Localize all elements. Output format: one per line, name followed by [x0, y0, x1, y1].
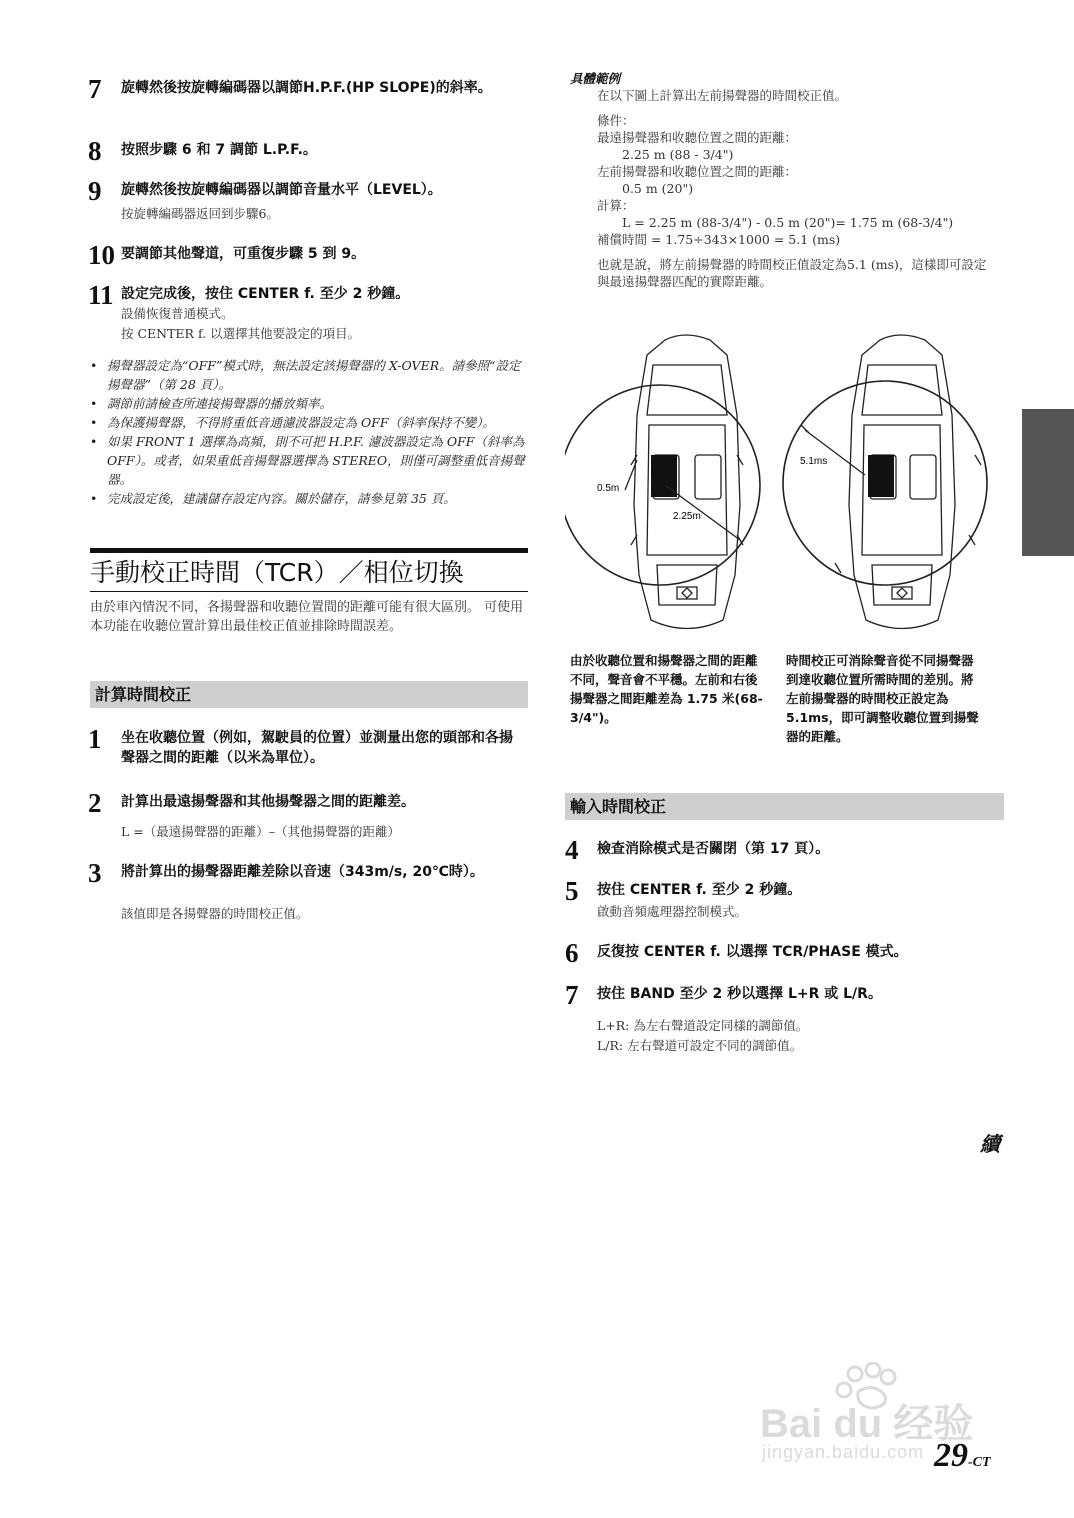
example-line: 左前揚聲器和收聽位置之間的距離： — [597, 164, 798, 179]
caption-left: 由於收聽位置和揚聲器之間的距離不同，聲音會不平穩。左前和右後揚聲器之間距離差為 1.75 米(68-3/4")。 — [570, 653, 763, 725]
section-side-tab — [1022, 409, 1074, 556]
listener-seat-right — [868, 455, 894, 497]
step-title: 坐在收聽位置（例如，駕駛員的位置）並測量出您的頭部和各揚聲器之間的距離（以米為單位）。 — [121, 730, 513, 766]
example-line: 條件： — [597, 113, 635, 128]
step-number: 6 — [565, 938, 579, 968]
step-number: 5 — [565, 876, 579, 906]
step-title: 要調節其他聲道，可重復步驟 5 到 9。 — [121, 246, 366, 262]
corrected-distance-line — [805, 430, 865, 475]
step-number: 11 — [88, 280, 114, 310]
step-11 — [88, 280, 528, 350]
example-block — [570, 70, 1000, 290]
step-title: 按住 CENTER f. 至少 2 秒鐘。 — [597, 882, 802, 898]
step-formula: L =（最遠揚聲器的距離）–（其他揚聲器的距離） — [121, 824, 400, 839]
example-line: 2.25 m (88 - 3/4") — [622, 147, 734, 162]
input-heading: 輸入時間校正 — [565, 793, 1004, 820]
step-9 — [88, 176, 528, 226]
calc-step-3 — [88, 858, 528, 922]
note-item: • 為保護揚聲器，不得將重低音通濾波器設定為 OFF（斜率保持不變）。 — [90, 413, 530, 432]
note-item: • 調節前請檢查所連接揚聲器的播放頻率。 — [90, 394, 530, 413]
step-note: L/R: 左右聲道可設定不同的調節值。 — [597, 1038, 803, 1053]
step-note: 按 CENTER f. 以選擇其他要設定的項目。 — [121, 326, 361, 341]
page-number-value: 29 — [934, 1437, 968, 1474]
step-number: 3 — [88, 858, 102, 888]
input-step-5 — [565, 876, 1005, 926]
step-number: 9 — [88, 176, 102, 206]
continued-mark: 續 — [980, 1132, 1000, 1156]
watermark-text: Bai du 经验 — [760, 1402, 974, 1446]
calc-step-1 — [88, 724, 528, 774]
step-8 — [88, 136, 528, 166]
step-number: 7 — [88, 74, 102, 104]
step-note: 該值即是各揚聲器的時間校正值。 — [121, 906, 309, 921]
caption-right: 時間校正可消除聲音從不同揚聲器到達收聽位置所需時間的差別。將左前揚聲器的時間校正設定為 5.1ms，即可調整收聽位置到揚聲器的距離。 — [786, 653, 979, 744]
step-number: 2 — [88, 788, 102, 818]
step-title: 將計算出的揚聲器距離差除以音速（343m/s, 20℃時）。 — [121, 864, 484, 880]
notes-list — [90, 356, 530, 508]
step-number: 8 — [88, 136, 102, 166]
step-note: 設備恢復普通模式。 — [121, 306, 234, 321]
example-line: 補償時間 = 1.75÷343×1000 = 5.1 (ms) — [597, 232, 841, 247]
example-line: 0.5 m (20") — [622, 181, 694, 196]
label-far-distance: 2.25m — [673, 511, 701, 522]
step-number: 4 — [565, 835, 579, 865]
step-title: 檢查消除模式是否關閉（第 17 頁）。 — [597, 841, 830, 857]
example-line: 計算： — [597, 198, 635, 213]
page-number-suffix: -CT — [968, 1455, 991, 1470]
note-item: • 如果 FRONT 1 選擇為高頻，則不可把 H.P.F. 濾波器設定為 OFF（斜率為 OFF）。或者，如果重低音揚聲器選擇為 STEREO，則僅可調整重低音揚聲器。 — [90, 432, 530, 489]
input-step-6 — [565, 938, 1005, 968]
label-time-correction: 5.1ms — [800, 456, 828, 467]
step-10 — [88, 240, 528, 270]
calc-step-2 — [88, 788, 528, 838]
note-item: • 揚聲器設定為“OFF”模式時，無法設定該揚聲器的 X-OVER。請參照“設定揚聲器”（第 28 頁）。 — [90, 356, 530, 394]
speaker-diagram — [565, 325, 1005, 645]
step-7 — [88, 74, 528, 124]
example-line: 也就是說，將左前揚聲器的時間校正值設定為5.1 (ms)，這樣即可設定與最遠揚聲器匹配的實際距離。 — [597, 257, 987, 289]
page-number — [934, 1436, 991, 1483]
input-step-4 — [565, 835, 1005, 865]
step-title: 反復按 CENTER f. 以選擇 TCR/PHASE 模式。 — [597, 944, 908, 960]
step-title: 按住 BAND 至少 2 秒以選擇 L+R 或 L/R。 — [597, 986, 882, 1002]
step-title: 旋轉然後按旋轉編碼器以調節音量水平（LEVEL）。 — [121, 182, 442, 198]
step-title: 計算出最遠揚聲器和其他揚聲器之間的距離差。 — [121, 794, 415, 810]
note-item: • 完成設定後，建議儲存設定內容。關於儲存，請參見第 35 頁。 — [90, 489, 530, 508]
step-number: 10 — [88, 240, 115, 270]
step-title: 設定完成後，按住 CENTER f. 至少 2 秒鐘。 — [121, 286, 410, 302]
label-near-distance: 0.5m — [597, 483, 620, 494]
step-note: 啟動音頻處理器控制模式。 — [597, 904, 748, 919]
step-note: 按旋轉編碼器返回到步驟6。 — [121, 206, 279, 221]
section-intro: 由於車內情況不同，各揚聲器和收聽位置間的距離可能有很大區別。 可使用本功能在收聽位置計算出最佳校正值並排除時間誤差。 — [90, 600, 524, 634]
step-title: 旋轉然後按旋轉編碼器以調節H.P.F.(HP SLOPE)的斜率。 — [121, 80, 492, 96]
calc-heading: 計算時間校正 — [90, 681, 528, 708]
example-label: 具體範例 — [570, 71, 621, 86]
example-line: 在以下圖上計算出左前揚聲器的時間校正值。 — [597, 88, 848, 103]
step-note: L+R: 為左右聲道設定同樣的調節值。 — [597, 1018, 809, 1033]
step-number: 7 — [565, 980, 579, 1010]
step-number: 1 — [88, 724, 102, 754]
watermark-url: jingyan.baidu.com — [762, 1442, 925, 1462]
step-title: 按照步驟 6 和 7 調節 L.P.F.。 — [121, 142, 317, 158]
input-step-7 — [565, 980, 1005, 1060]
section-title: 手動校正時間（TCR）／相位切換 — [90, 548, 528, 592]
example-line: L = 2.25 m (88-3/4") - 0.5 m (20")= 1.75 m (68-3/4") — [622, 215, 954, 230]
example-line: 最遠揚聲器和收聽位置之間的距離： — [597, 130, 798, 145]
